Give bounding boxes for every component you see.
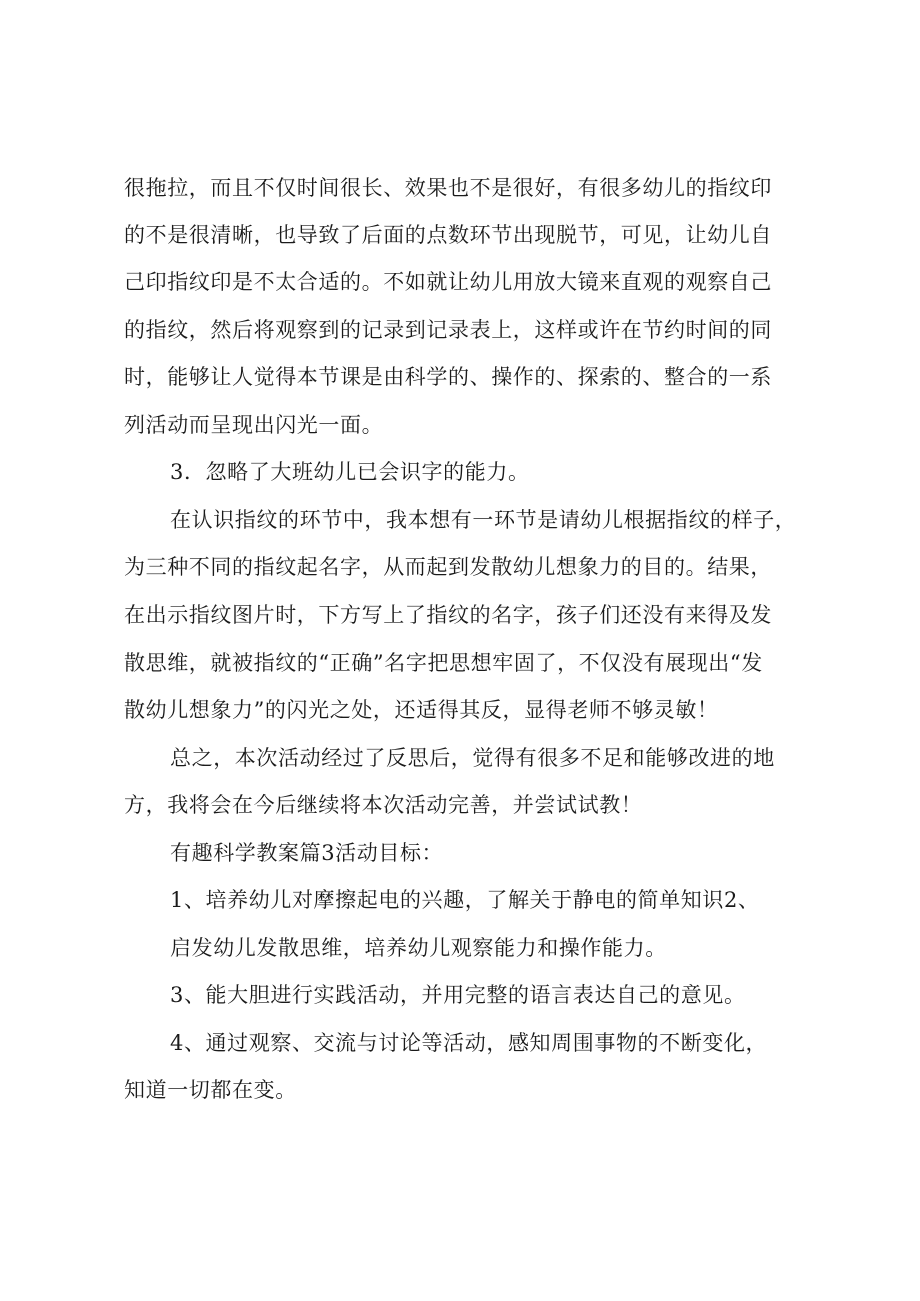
text-line: 散幼儿想象力”的闪光之处，还适得其反，显得老师不够灵敏！ (124, 698, 719, 722)
text-line: 总之，本次活动经过了反思后，觉得有很多不足和能够改进的地 (170, 746, 775, 770)
text-line: 很拖拉，而且不仅时间很长、效果也不是很好，有很多幼儿的指纹印 (124, 176, 772, 200)
text-line: 为三种不同的指纹起名字，从而起到发散幼儿想象力的目的。结果， (124, 555, 772, 579)
text-line: 时，能够让人觉得本节课是由科学的、操作的、探索的、整合的一系 (124, 365, 772, 389)
text-line: 在出示指纹图片时，下方写上了指纹的名字，孩子们还没有来得及发 (124, 603, 772, 627)
list-item: 知道一切都在变。 (124, 1078, 297, 1102)
list-item: 3、能大胆进行实践活动，并用完整的语言表达自己的意见。 (170, 983, 746, 1007)
text-line: 的指纹，然后将观察到的记录到记录表上，这样或许在节约时间的同 (124, 318, 772, 342)
list-item: 4、通过观察、交流与讨论等活动，感知周围事物的不断变化， (170, 1031, 768, 1055)
text-line: 方，我将会在今后继续将本次活动完善，并尝试试教！ (124, 793, 643, 817)
text-line: 列活动而呈现出闪光一面。 (124, 413, 384, 437)
list-item: 1、培养幼儿对摩擦起电的兴趣，了解关于静电的简单知识2、 (170, 888, 760, 912)
text-line: 己印指纹印是不太合适的。不如就让幼儿用放大镜来直观的观察自己 (124, 270, 772, 294)
section-heading: 有趣科学教案篇3活动目标： (170, 841, 444, 865)
text-line: 的不是很清晰，也导致了后面的点数环节出现脱节，可见，让幼儿自 (124, 223, 772, 247)
list-item: 启发幼儿发散思维，培养幼儿观察能力和操作能力。 (170, 936, 667, 960)
section-heading: 3．忽略了大班幼儿已会识字的能力。 (170, 460, 530, 484)
text-line: 在认识指纹的环节中，我本想有一环节是请幼儿根据指纹的样子， (170, 508, 797, 532)
text-line: 散思维，就被指纹的“正确”名字把思想牢固了，不仅没有展现出“发 (124, 651, 763, 675)
